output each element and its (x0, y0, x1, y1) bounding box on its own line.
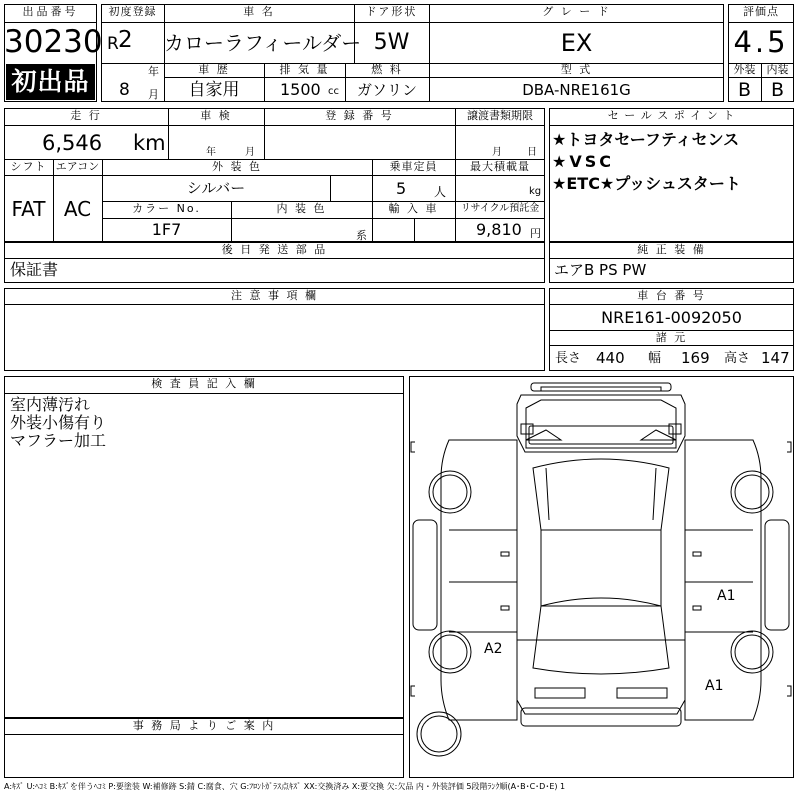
capacity-unit: 人 (434, 185, 447, 199)
inspector-note: 外装小傷有り (10, 413, 107, 432)
capacity-header: 乗車定員 (389, 160, 438, 173)
max-load-header: 最大積載量 (470, 160, 530, 173)
first-listing-label: 初出品 (11, 67, 90, 96)
exterior-rating: B (737, 79, 752, 101)
lot-number-header: 出品番号 (22, 5, 79, 18)
transfer-month-unit: 月 (492, 147, 502, 158)
damage-mark-right-rear-door: A1 (717, 588, 736, 604)
first-registration-month: 8 (119, 80, 130, 100)
inspection-header: 車 検 (200, 109, 232, 122)
fuel: ガソリン (356, 81, 417, 99)
recycle-amount: 9,810 (476, 220, 522, 239)
transfer-deadline-header: 譲渡書類期限 (467, 109, 533, 122)
int-color-header: 内 装 色 (276, 202, 327, 215)
era-label: R (107, 34, 119, 54)
first-registration-header: 初度登録 (108, 5, 157, 18)
sales-point: ★VSC (552, 152, 614, 171)
later-parts: 保証書 (10, 260, 59, 279)
damage-mark-left-rear-fender: A2 (484, 641, 503, 657)
overall-rating: 4.5 (733, 25, 789, 59)
aircon-header: エアコン (55, 160, 100, 173)
width-label: 幅 (648, 351, 662, 366)
legend: A:ｷｽﾞ U:ﾍｺﾐ B:ｷｽﾞを伴うﾍｺﾐ P:要塗装 W:補修跡 S:錆 C:腐食、穴 G:ﾌﾛﾝﾄｶﾞﾗｽ点ｷｽﾞ XX:交換済み X:要交換 欠:欠品 内・外装評価 5段階ﾗﾝｸ順(A･B･C･D･E) 1 (4, 782, 566, 791)
transfer-day-unit: 日 (527, 147, 537, 158)
displacement-header: 排 気 量 (279, 63, 330, 76)
sales-point: ★ETC★プッシュスタート (552, 174, 741, 193)
history-header: 車 歴 (198, 63, 230, 76)
sales-points-header: セ ー ル ス ポ イ ン ト (607, 109, 736, 122)
inspector-note: 室内薄汚れ (10, 395, 91, 414)
displacement-unit: cc (328, 86, 339, 97)
shift: FAT (11, 197, 46, 221)
height-label: 高さ (724, 351, 751, 366)
reg-number-header: 登 録 番 号 (325, 109, 394, 122)
int-color-suffix: 系 (356, 229, 367, 242)
first-registration-year: 2 (118, 27, 133, 53)
inspection-year-unit: 年 (206, 147, 216, 158)
inspection-month-unit: 月 (245, 147, 255, 158)
month-unit: 月 (148, 88, 159, 101)
height-value: 147 (761, 349, 790, 367)
aircon: AC (63, 197, 92, 221)
capacity: 5 (396, 179, 407, 198)
model-code: DBA-NRE161G (522, 81, 631, 99)
genuine-equipment-header: 純 正 装 備 (637, 243, 706, 256)
grade-header: グ レ ー ド (542, 5, 611, 18)
spare-tire (417, 712, 461, 756)
displacement: 1500 (280, 80, 321, 99)
mileage: 6,546 (42, 131, 103, 155)
length-value: 440 (596, 349, 625, 367)
mileage-header: 走 行 (70, 109, 102, 122)
mileage-unit: km (133, 131, 166, 155)
rear-bumper (521, 708, 681, 726)
door-header: ドア形状 (365, 5, 418, 18)
sales-point: ★トヨタセーフティセンス (552, 130, 740, 149)
chassis-no: NRE161-0092050 (601, 308, 742, 327)
car-name: カローラフィールダー (164, 31, 362, 55)
color-no-header: カラー No. (132, 202, 201, 215)
length-label: 長さ (555, 351, 582, 366)
model-code-header: 型 式 (560, 63, 593, 76)
color-no: 1F7 (151, 220, 182, 239)
import-header: 輸 入 車 (388, 202, 439, 215)
history: 自家用 (188, 80, 240, 100)
car-name-header: 車 名 (243, 5, 275, 18)
width-value: 169 (681, 349, 710, 367)
specs-header: 諸 元 (655, 331, 688, 344)
inspector-notes-header: 検 査 員 記 入 欄 (151, 377, 257, 390)
lot-number: 30230 (4, 24, 103, 60)
shift-header: シフト (10, 160, 47, 173)
later-parts-header: 後 日 発 送 部 品 (221, 243, 328, 256)
ext-color-header: 外 装 色 (212, 160, 262, 173)
grade: EX (560, 29, 593, 57)
year-unit: 年 (148, 65, 159, 78)
damage-mark-right-rear-quarter: A1 (705, 678, 724, 694)
damage-diagram (409, 376, 794, 778)
fuel-header: 燃 料 (371, 63, 403, 76)
recycle-unit: 円 (530, 227, 541, 240)
recycle-header: リサイクル預託金 (460, 203, 540, 214)
office-notes-header: 事 務 局 よ り ご 案 内 (132, 719, 276, 732)
ext-color: シルバー (186, 179, 246, 197)
rating-header: 評価点 (743, 5, 779, 18)
door-type: 5W (373, 30, 410, 55)
exterior-rating-header: 外装 (733, 63, 756, 76)
chassis-no-header: 車 台 番 号 (637, 289, 706, 302)
genuine-equipment: エアB PS PW (554, 261, 647, 279)
max-load-unit: kg (529, 186, 542, 197)
notes-header: 注 意 事 項 欄 (231, 289, 318, 302)
interior-rating: B (770, 79, 785, 101)
inspector-note: マフラー加工 (10, 431, 107, 450)
interior-rating-header: 内装 (766, 63, 789, 76)
